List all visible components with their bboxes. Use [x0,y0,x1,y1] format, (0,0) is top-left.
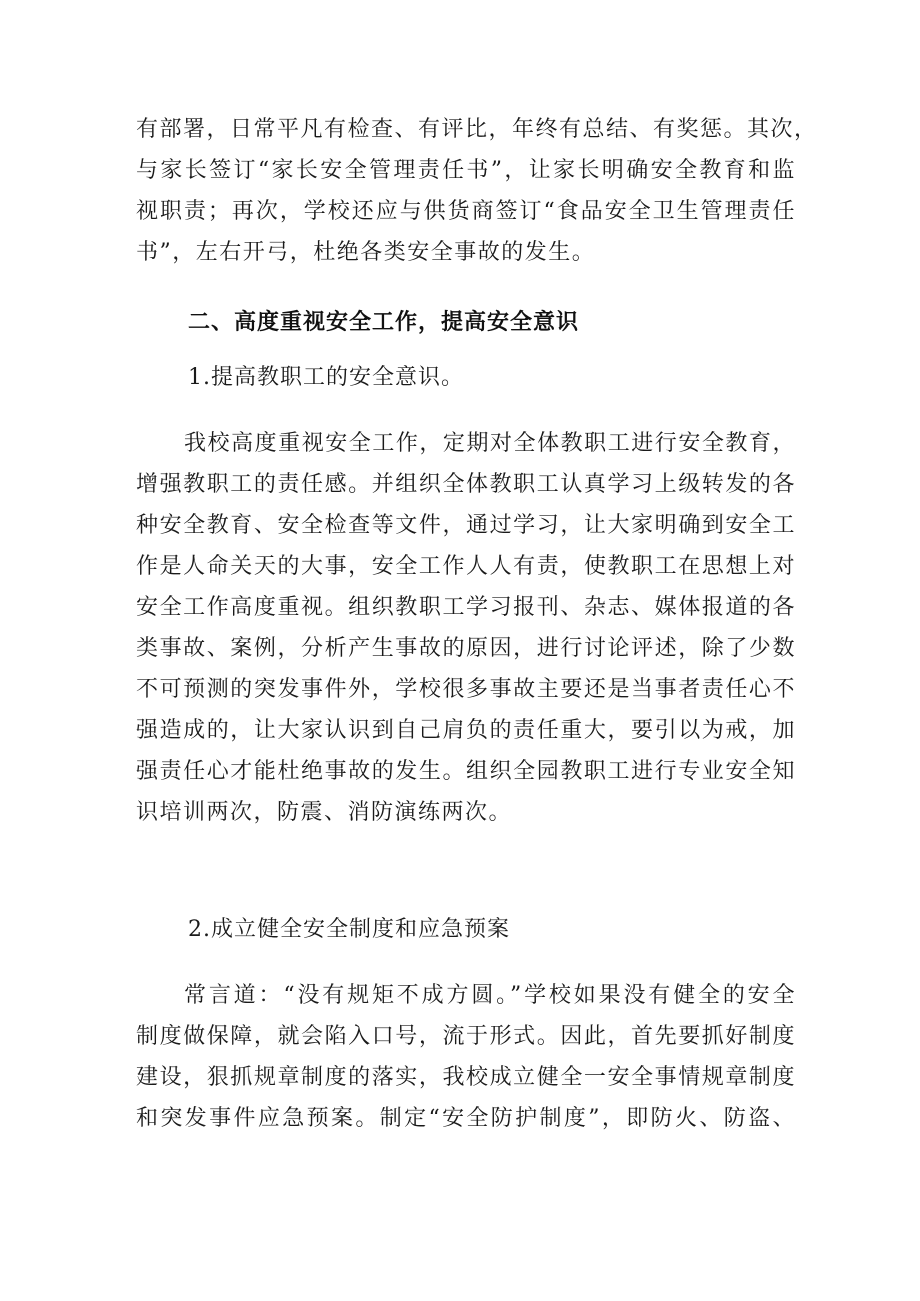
paragraph-line: 安全工作高度重视。组织教职工学习报刊、杂志、媒体报道的各 [136,595,796,620]
paragraph-continuation [136,112,818,271]
paragraph-line: 我校高度重视安全工作，定期对全体教职工进行安全教育， [184,431,796,456]
paragraph-line: 制度做保障，就会陷入口号，流于形式。因此，首先要抓好制度 [136,1024,796,1049]
paragraph-line: 书”，左右开弓，杜绝各类安全事故的发生。 [136,240,596,265]
subheading-2: 2.成立健全安全制度和应急预案 [188,917,510,942]
paragraph-line: 与家长签订“家长安全管理责任书”，让家长明确安全教育和监 [136,158,796,183]
paragraph-line: 作是人命关天的大事，安全工作人人有责，使教职工在思想上对 [136,554,796,579]
section-heading: 二、高度重视安全工作，提高安全意识 [188,310,580,335]
paragraph-line: 强责任心才能杜绝事故的发生。组织全园教职工进行专业安全知 [136,759,796,784]
paragraph-safety-awareness [136,426,796,831]
paragraph-line: 和突发事件应急预案。制定“安全防护制度”，即防火、防盗、 [136,1106,796,1131]
subheading-1: 1.提高教职工的安全意识。 [188,365,464,390]
paragraph-safety-system [136,978,796,1137]
paragraph-line: 类事故、案例，分析产生事故的原因，进行讨论评述，除了少数 [136,636,796,661]
paragraph-line: 有部署，日常平凡有检查、有评比，年终有总结、有奖惩。其次， [136,117,818,142]
paragraph-line: 不可预测的突发事件外，学校很多事故主要还是当事者责任心不 [136,677,796,702]
paragraph-line: 增强教职工的责任感。并组织全体教职工认真学习上级转发的各 [136,472,796,497]
paragraph-line: 常言道：“没有规矩不成方圆。”学校如果没有健全的安全 [184,983,796,1008]
paragraph-line: 建设，狠抓规章制度的落实，我校成立健全一安全事情规章制度 [136,1065,796,1090]
paragraph-line: 视职责；再次，学校还应与供货商签订“食品安全卫生管理责任 [136,199,796,224]
paragraph-line: 种安全教育、安全检查等文件，通过学习，让大家明确到安全工 [136,513,796,538]
paragraph-line: 强造成的，让大家认识到自己肩负的责任重大，要引以为戒，加 [136,718,796,743]
paragraph-line: 识培训两次，防震、消防演练两次。 [136,800,513,825]
